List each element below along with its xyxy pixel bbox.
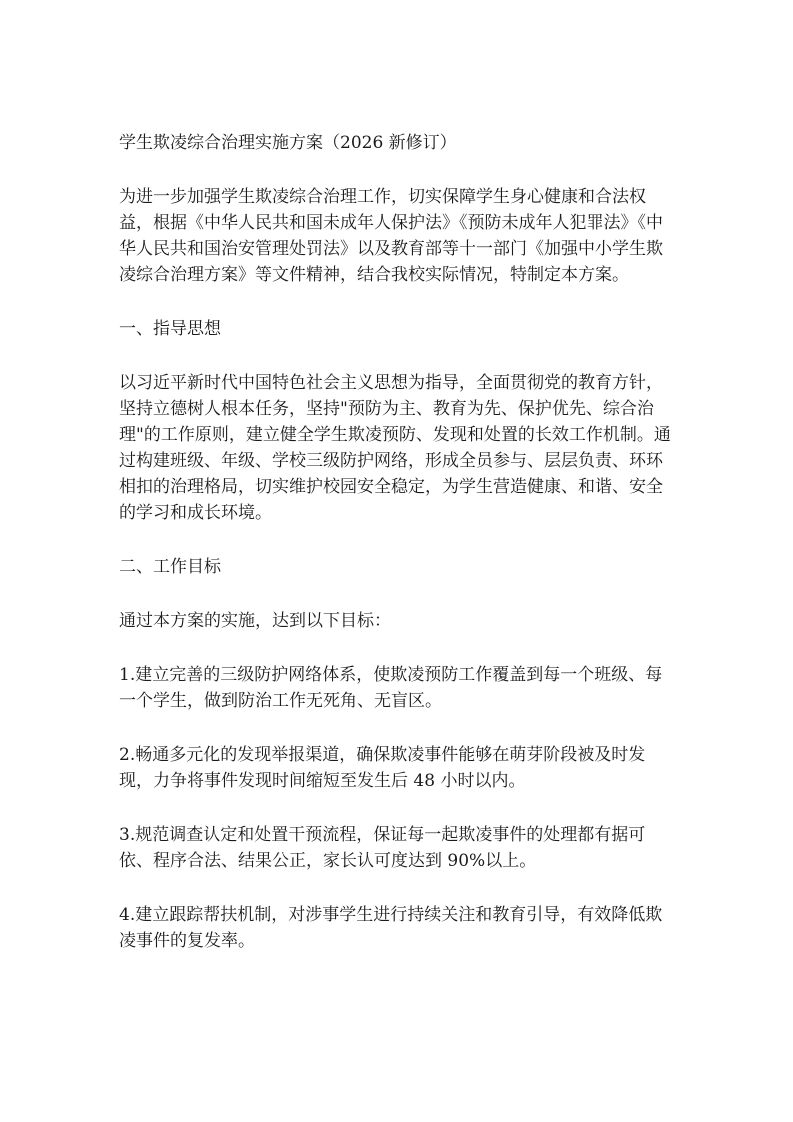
document-body (119, 130, 679, 982)
section-paragraph-work-goals-intro: 通过本方案的实施，达到以下目标： (119, 611, 391, 631)
goal-item: 2.畅通多元化的发现举报渠道，确保欺凌事件能够在萌芽阶段被及时发现，力争将事件发现时间缩短至发生后 48 小时以内。 (119, 745, 646, 791)
goal-item: 4.建立跟踪帮扶机制，对涉事学生进行持续关注和教育引导，有效降低欺凌事件的复发率。 (119, 905, 663, 951)
intro-paragraph: 为进一步加强学生欺凌综合治理工作，切实保障学生身心健康和合法权益，根据《中华人民共和国未成年人保护法》《预防未成年人犯罪法》《中华人民共和国治安管理处罚法》以及教育部等十一部门《加强中小学生欺凌综合治理方案》等文件精神，结合我校实际情况，特制定本方案。 (119, 187, 663, 285)
goal-item: 3.规范调查认定和处置干预流程，保证每一起欺凌事件的处理都有据可依、程序合法、结果公正，家长认可度达到 90%以上。 (119, 825, 646, 871)
section-heading-work-goals: 二、工作目标 (119, 557, 221, 577)
goal-item: 1.建立完善的三级防护网络体系，使欺凌预防工作覆盖到每一个班级、每一个学生，做到防治工作无死角、无盲区。 (119, 665, 663, 711)
section-paragraph-guiding-ideology: 以习近平新时代中国特色社会主义思想为指导，全面贯彻党的教育方针，坚持立德树人根本任务，坚持"预防为主、教育为先、保护优先、综合治理"的工作原则，建立健全学生欺凌预防、发现和处置的长效工作机制。通过构建班级、年级、学校三级防护网络，形成全员参与、层层负责、环环相扣的治理格局，切实维护校园安全稳定，为学生营造健康、和谐、安全的学习和成长环境。 (119, 373, 671, 523)
section-heading-guiding-ideology: 一、指导思想 (119, 319, 221, 339)
document-title: 学生欺凌综合治理实施方案（2026 新修订） (119, 133, 457, 153)
